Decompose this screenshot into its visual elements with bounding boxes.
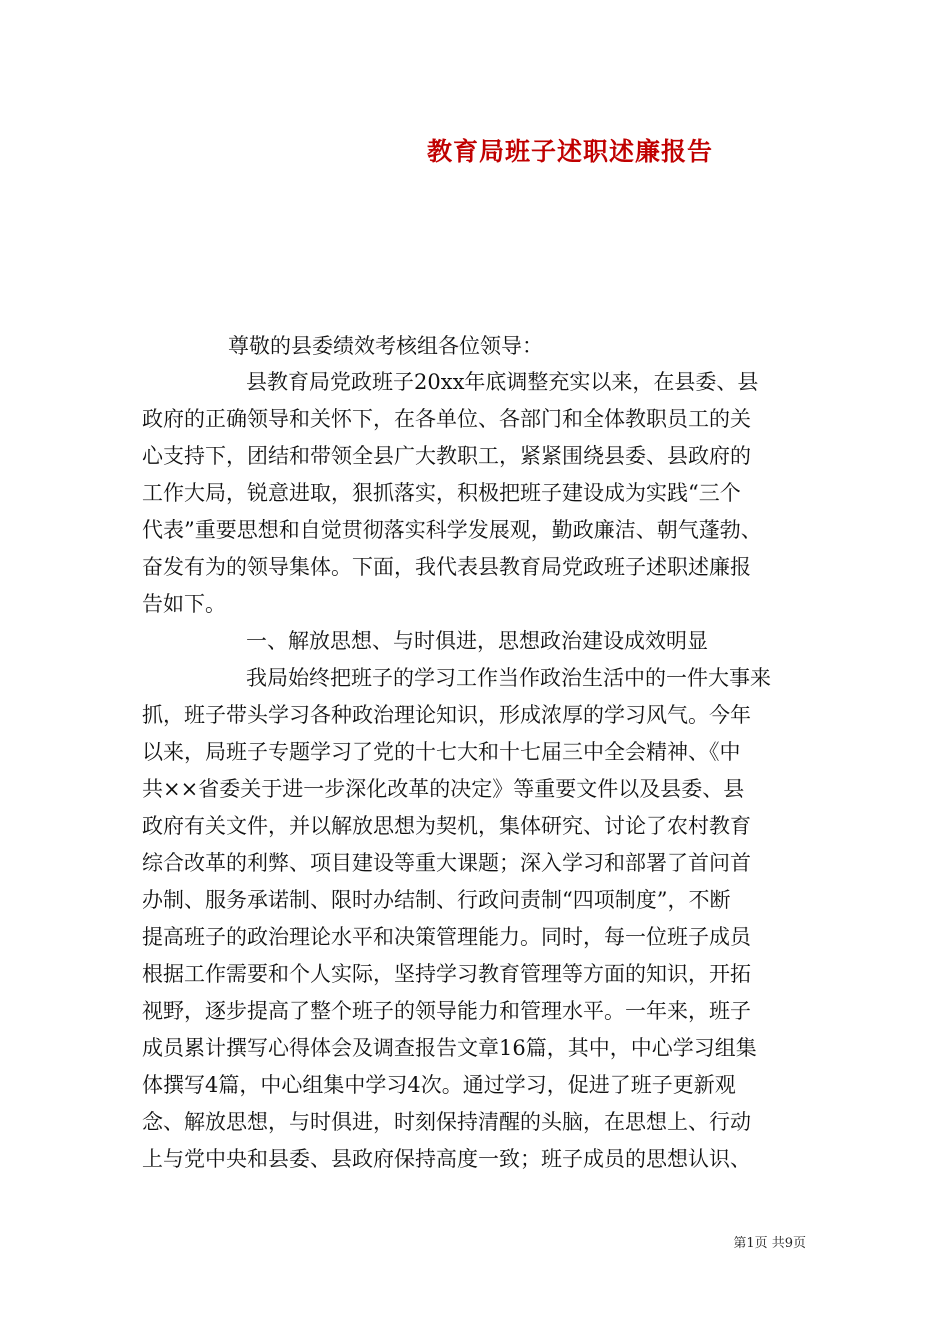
paragraph-line: 办制、服务承诺制、限时办结制、行政问责制“四项制度”，不断 (142, 888, 731, 912)
paragraph-line: 以来，局班子专题学习了党的十七大和十七届三中全会精神、《中 (142, 740, 741, 764)
paragraph-line: 视野，逐步提高了整个班子的领导能力和管理水平。一年来，班子 (142, 999, 751, 1023)
paragraph-line: 根据工作需要和个人实际，坚持学习教育管理等方面的知识，开拓 (142, 962, 751, 986)
paragraph-line: 心支持下，团结和带领全县广大教职工，紧紧围绕县委、县政府的 (142, 444, 751, 468)
paragraph-line: 告如下。 (142, 592, 226, 616)
paragraph-line: 成员累计撰写心得体会及调查报告文章16篇，其中，中心学习组集 (142, 1036, 757, 1060)
paragraph-line: 上与党中央和县委、县政府保持高度一致；班子成员的思想认识、 (142, 1147, 751, 1171)
document-title: 教育局班子述职述廉报告 (426, 137, 713, 166)
paragraph-line: 县教育局党政班子20xx年底调整充实以来，在县委、县 (246, 370, 759, 394)
section-heading: 一、解放思想、与时俱进，思想政治建设成效明显 (246, 629, 708, 653)
salutation: 尊敬的县委绩效考核组各位领导： (228, 334, 543, 358)
paragraph-line: 综合改革的利弊、项目建设等重大课题；深入学习和部署了首问首 (142, 851, 751, 875)
paragraph-line: 共××省委关于进一步深化改革的决定》等重要文件以及县委、县 (142, 777, 745, 801)
paragraph-line: 念、解放思想，与时俱进，时刻保持清醒的头脑，在思想上、行动 (142, 1110, 751, 1134)
paragraph-line: 工作大局，锐意进取，狠抓落实，积极把班子建设成为实践“三个 (142, 481, 741, 505)
paragraph-line: 代表”重要思想和自觉贯彻落实科学发展观，勤政廉洁、朝气蓬勃、 (142, 518, 762, 542)
page-number: 第1页 共9页 (733, 1236, 806, 1251)
paragraph-line: 抓，班子带头学习各种政治理论知识，形成浓厚的学习风气。今年 (142, 703, 751, 727)
paragraph-line: 政府有关文件，并以解放思想为契机，集体研究、讨论了农村教育 (142, 814, 751, 838)
paragraph-line: 政府的正确领导和关怀下，在各单位、各部门和全体教职员工的关 (142, 407, 751, 431)
paragraph-line: 奋发有为的领导集体。下面，我代表县教育局党政班子述职述廉报 (142, 555, 751, 579)
paragraph-line: 我局始终把班子的学习工作当作政治生活中的一件大事来 (246, 666, 771, 690)
paragraph-line: 体撰写4篇，中心组集中学习4次。通过学习，促进了班子更新观 (142, 1073, 736, 1097)
document-body (142, 364, 812, 1178)
paragraph-line: 提高班子的政治理论水平和决策管理能力。同时，每一位班子成员 (142, 925, 751, 949)
